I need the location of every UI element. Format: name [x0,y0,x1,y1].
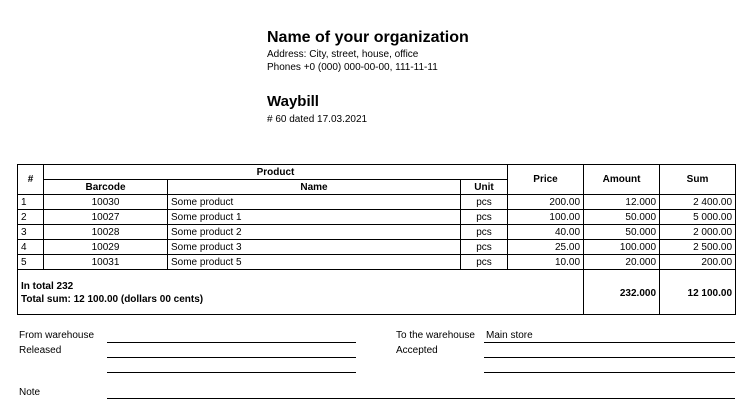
cell-amount: 12.000 [584,195,660,210]
table-row [18,225,736,240]
header-name: Name [168,180,461,195]
released-line-2 [107,372,356,373]
organization-block [267,28,469,74]
cell-price: 200.00 [508,195,584,210]
cell-barcode: 10027 [44,210,168,225]
header-unit: Unit [461,180,508,195]
header-number: # [18,165,44,195]
accepted-label: Accepted [396,345,438,356]
cell-number: 4 [18,240,44,255]
cell-amount: 50.000 [584,210,660,225]
cell-sum: 5 000.00 [660,210,736,225]
cell-name: Some product 2 [168,225,461,240]
note-label: Note [19,387,41,398]
cell-name: Some product 5 [168,255,461,270]
total-amount: 232.000 [584,270,660,315]
header-product: Product [44,165,508,180]
cell-sum: 2 500.00 [660,240,736,255]
header-barcode: Barcode [44,180,168,195]
total-sum: 12 100.00 [660,270,736,315]
document-title: Waybill [267,93,319,110]
cell-unit: pcs [461,240,508,255]
document-subtitle: # 60 dated 17.03.2021 [267,114,368,125]
cell-number: 5 [18,255,44,270]
cell-barcode: 10028 [44,225,168,240]
total-sum-text: Total sum: 12 100.00 (dollars 00 cents) [21,294,204,305]
organization-phones: Phones +0 (000) 000-00-00, 111-11-11 [267,62,438,73]
in-total-text: In total 232 [21,281,74,292]
totals-row [18,270,736,315]
from-warehouse-line [107,342,356,343]
cell-sum: 2 400.00 [660,195,736,210]
cell-name: Some product [168,195,461,210]
cell-unit: pcs [461,195,508,210]
cell-sum: 2 000.00 [660,225,736,240]
cell-number: 3 [18,225,44,240]
header-price: Price [508,165,584,195]
cell-sum: 200.00 [660,255,736,270]
note-line [107,398,735,399]
cell-price: 40.00 [508,225,584,240]
cell-unit: pcs [461,210,508,225]
table-row [18,210,736,225]
released-label: Released [19,345,62,356]
goods-table [17,164,736,315]
cell-amount: 50.000 [584,225,660,240]
cell-barcode: 10030 [44,195,168,210]
header-amount: Amount [584,165,660,195]
accepted-line-2 [484,372,735,373]
cell-price: 25.00 [508,240,584,255]
cell-name: Some product 3 [168,240,461,255]
cell-number: 1 [18,195,44,210]
header-sum: Sum [660,165,736,195]
cell-barcode: 10031 [44,255,168,270]
to-warehouse-value: Main store [486,330,533,341]
table-header-row-1 [18,165,736,180]
released-line [107,357,356,358]
table-row [18,240,736,255]
cell-amount: 100.000 [584,240,660,255]
cell-price: 10.00 [508,255,584,270]
table-row [18,195,736,210]
cell-amount: 20.000 [584,255,660,270]
cell-name: Some product 1 [168,210,461,225]
organization-address: Address: City, street, house, office [267,49,419,60]
accepted-line [484,357,735,358]
from-warehouse-label: From warehouse [19,330,95,341]
cell-unit: pcs [461,255,508,270]
cell-barcode: 10029 [44,240,168,255]
totals-text-cell [18,270,584,315]
cell-number: 2 [18,210,44,225]
to-warehouse-label: To the warehouse [396,330,475,341]
cell-price: 100.00 [508,210,584,225]
table-row [18,255,736,270]
organization-name: Name of your organization [267,29,469,46]
cell-unit: pcs [461,225,508,240]
to-warehouse-line [484,342,735,343]
